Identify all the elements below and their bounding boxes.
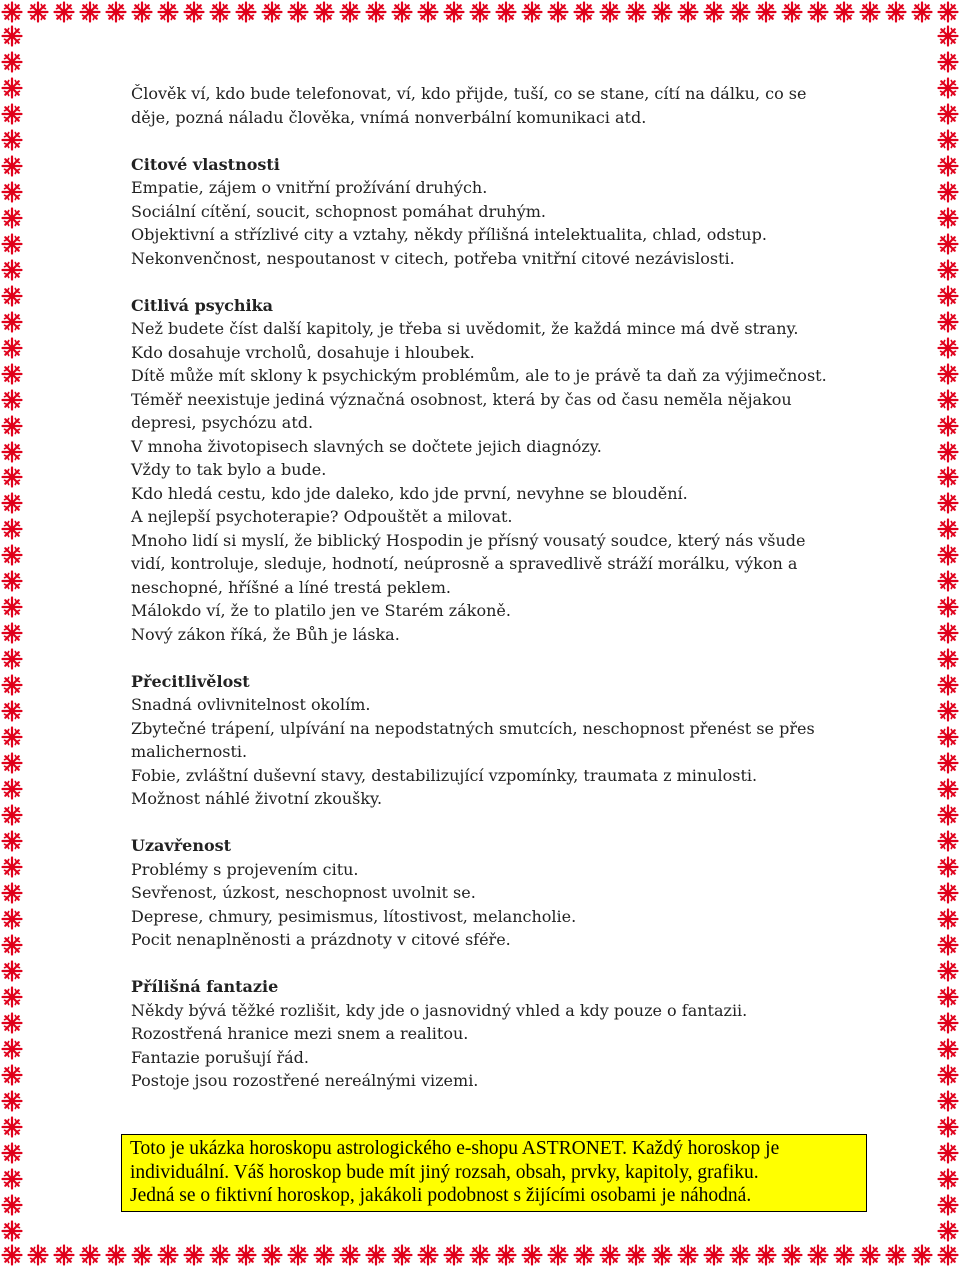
snowflake-star-icon	[0, 699, 24, 723]
section-line: V mnoha životopisech slavných se dočtete jejich diagnózy.	[131, 436, 602, 456]
snowflake-star-icon	[0, 24, 24, 48]
section-line: Problémy s projevením citu.	[131, 859, 359, 879]
snowflake-star-icon	[0, 206, 24, 230]
snowflake-star-icon	[0, 491, 24, 515]
snowflake-star-icon	[936, 284, 960, 308]
snowflake-star-icon	[936, 959, 960, 983]
snowflake-star-icon	[0, 1115, 24, 1139]
snowflake-star-icon	[390, 1243, 414, 1267]
snowflake-star-icon	[0, 1167, 24, 1191]
snowflake-star-icon	[676, 0, 700, 24]
snowflake-star-icon	[858, 0, 882, 24]
snowflake-star-icon	[0, 1193, 24, 1217]
snowflake-star-icon	[936, 76, 960, 100]
section-heading: Citové vlastnosti	[131, 154, 280, 174]
snowflake-star-icon	[936, 440, 960, 464]
snowflake-star-icon	[936, 1011, 960, 1035]
section-heading: Přílišná fantazie	[131, 977, 279, 996]
snowflake-star-icon	[364, 1243, 388, 1267]
snowflake-star-icon	[0, 76, 24, 100]
snowflake-star-icon	[936, 232, 960, 256]
section-line: Empatie, zájem o vnitřní prožívání druhých.	[131, 178, 488, 197]
snowflake-star-icon	[52, 1243, 76, 1267]
section-line: Možnost náhlé životní zkoušky.	[131, 789, 383, 808]
snowflake-star-icon	[858, 1243, 882, 1267]
section-line: Postoje jsou rozostřené nereálnými vizemi.	[131, 1071, 479, 1090]
snowflake-star-icon	[0, 829, 24, 853]
section-citliva-psychika	[131, 294, 891, 647]
snowflake-star-icon	[832, 1243, 856, 1267]
border-right	[936, 24, 960, 1243]
notice-line: individuální. Váš horoskop bude mít jiný rozsah, obsah, prvky, kapitoly, grafiku.	[130, 1161, 759, 1183]
snowflake-star-icon	[806, 0, 830, 24]
snowflake-star-icon	[0, 1243, 24, 1267]
snowflake-star-icon	[936, 1193, 960, 1217]
snowflake-star-icon	[0, 388, 24, 412]
snowflake-star-icon	[936, 1037, 960, 1061]
section-line: Téměř neexistuje jediná význačná osobnost, která by čas od času neměla nějakou	[131, 389, 792, 409]
snowflake-star-icon	[936, 621, 960, 645]
snowflake-star-icon	[936, 1063, 960, 1087]
snowflake-star-icon	[0, 907, 24, 931]
section-prilisna-fantazie	[131, 975, 891, 1093]
snowflake-star-icon	[26, 1243, 50, 1267]
snowflake-star-icon	[0, 595, 24, 619]
snowflake-star-icon	[0, 1063, 24, 1087]
snowflake-star-icon	[104, 0, 128, 24]
section-uzavrenost	[131, 834, 891, 952]
snowflake-star-icon	[78, 1243, 102, 1267]
border-top	[0, 0, 960, 24]
snowflake-star-icon	[936, 595, 960, 619]
snowflake-star-icon	[416, 0, 440, 24]
snowflake-star-icon	[0, 232, 24, 256]
snowflake-star-icon	[936, 699, 960, 723]
snowflake-star-icon	[286, 0, 310, 24]
section-line: Objektivní a střízlivé city a vztahy, někdy přílišná intelektualita, chlad, odstup.	[131, 225, 767, 244]
snowflake-star-icon	[936, 1115, 960, 1139]
snowflake-star-icon	[806, 1243, 830, 1267]
section-line: Deprese, chmury, pesimismus, lítostivost, melancholie.	[131, 906, 577, 926]
section-heading: Citlivá psychika	[131, 295, 273, 315]
snowflake-star-icon	[0, 414, 24, 438]
snowflake-star-icon	[468, 0, 492, 24]
snowflake-star-icon	[936, 673, 960, 697]
snowflake-star-icon	[598, 1243, 622, 1267]
section-line: Sevřenost, úzkost, neschopnost uvolnit se.	[131, 883, 476, 902]
snowflake-star-icon	[234, 1243, 258, 1267]
snowflake-star-icon	[936, 777, 960, 801]
snowflake-star-icon	[442, 1243, 466, 1267]
snowflake-star-icon	[936, 102, 960, 126]
section-line: Pocit nenaplněnosti a prázdnoty v citové sféře.	[131, 930, 511, 949]
snowflake-star-icon	[0, 855, 24, 879]
border-bottom	[0, 1243, 960, 1267]
snowflake-star-icon	[598, 0, 622, 24]
section-line: Málokdo ví, že to platilo jen ve Starém zákoně.	[131, 601, 511, 620]
snowflake-star-icon	[0, 517, 24, 541]
snowflake-star-icon	[26, 0, 50, 24]
snowflake-star-icon	[286, 1243, 310, 1267]
snowflake-star-icon	[832, 0, 856, 24]
snowflake-star-icon	[0, 959, 24, 983]
snowflake-star-icon	[260, 0, 284, 24]
snowflake-star-icon	[884, 1243, 908, 1267]
section-line: Fobie, zvláštní duševní stavy, destabilizující vzpomínky, traumata z minulosti.	[131, 765, 758, 785]
snowflake-star-icon	[312, 0, 336, 24]
snowflake-star-icon	[182, 1243, 206, 1267]
snowflake-star-icon	[0, 1219, 24, 1243]
section-line: malichernosti.	[131, 742, 248, 761]
snowflake-star-icon	[702, 1243, 726, 1267]
snowflake-star-icon	[0, 1141, 24, 1165]
section-line: Rozostřená hranice mezi snem a realitou.	[131, 1024, 469, 1043]
snowflake-star-icon	[0, 284, 24, 308]
snowflake-star-icon	[702, 0, 726, 24]
section-line: Sociální cítění, soucit, schopnost pomáhat druhým.	[131, 201, 546, 221]
section-line: Nekonvenčnost, nespoutanost v citech, potřeba vnitřní citové nezávislosti.	[131, 248, 735, 268]
snowflake-star-icon	[442, 0, 466, 24]
snowflake-star-icon	[884, 0, 908, 24]
snowflake-star-icon	[936, 258, 960, 282]
snowflake-star-icon	[0, 777, 24, 801]
section-line: Snadná ovlivnitelnost okolím.	[131, 695, 371, 714]
section-line: Nový zákon říká, že Bůh je láska.	[131, 624, 400, 644]
snowflake-star-icon	[936, 543, 960, 567]
snowflake-star-icon	[936, 310, 960, 334]
snowflake-star-icon	[936, 803, 960, 827]
snowflake-star-icon	[0, 1011, 24, 1035]
snowflake-star-icon	[936, 517, 960, 541]
section-line: depresi, psychózu atd.	[131, 413, 314, 432]
section-line: Zbytečné trápení, ulpívání na nepodstatných smutcích, neschopnost přenést se přes	[131, 718, 815, 738]
snowflake-star-icon	[494, 1243, 518, 1267]
snowflake-star-icon	[130, 1243, 154, 1267]
snowflake-star-icon	[936, 725, 960, 749]
snowflake-star-icon	[0, 102, 24, 126]
snowflake-star-icon	[546, 1243, 570, 1267]
snowflake-star-icon	[0, 569, 24, 593]
snowflake-star-icon	[0, 1089, 24, 1113]
snowflake-star-icon	[0, 673, 24, 697]
snowflake-star-icon	[936, 881, 960, 905]
snowflake-star-icon	[0, 258, 24, 282]
snowflake-star-icon	[936, 1243, 960, 1267]
snowflake-star-icon	[936, 855, 960, 879]
section-line: Někdy bývá těžké rozlišit, kdy jde o jasnovidný vhled a kdy pouze o fantazii.	[131, 1000, 748, 1020]
snowflake-star-icon	[0, 465, 24, 489]
snowflake-star-icon	[572, 1243, 596, 1267]
snowflake-star-icon	[936, 569, 960, 593]
snowflake-star-icon	[312, 1243, 336, 1267]
section-line: Než budete číst další kapitoly, je třeba si uvědomit, že každá mince má dvě strany.	[131, 319, 799, 338]
intro-line: děje, pozná náladu člověka, vnímá nonverbální komunikaci atd.	[131, 107, 647, 127]
snowflake-star-icon	[130, 0, 154, 24]
snowflake-star-icon	[936, 414, 960, 438]
snowflake-star-icon	[572, 0, 596, 24]
snowflake-star-icon	[0, 50, 24, 74]
snowflake-star-icon	[0, 180, 24, 204]
snowflake-star-icon	[728, 1243, 752, 1267]
snowflake-star-icon	[780, 1243, 804, 1267]
section-line: Dítě může mít sklony k psychickým problémům, ale to je právě ta daň za výjimečnost.	[131, 366, 827, 385]
snowflake-star-icon	[936, 336, 960, 360]
snowflake-star-icon	[0, 154, 24, 178]
section-line: Mnoho lidí si myslí, že biblický Hospodin je přísný vousatý soudce, který nás všude	[131, 530, 806, 550]
snowflake-star-icon	[0, 543, 24, 567]
section-line: neschopné, hříšné a líné trestá peklem.	[131, 577, 451, 597]
section-heading: Uzavřenost	[131, 836, 232, 855]
snowflake-star-icon	[0, 647, 24, 671]
snowflake-star-icon	[936, 180, 960, 204]
snowflake-star-icon	[364, 0, 388, 24]
snowflake-star-icon	[208, 1243, 232, 1267]
snowflake-star-icon	[936, 206, 960, 230]
snowflake-star-icon	[0, 0, 24, 24]
snowflake-star-icon	[0, 336, 24, 360]
section-line: vidí, kontroluje, sleduje, hodnotí, neúprosně a spravedlivě stráží morálku, výkon a	[131, 554, 798, 573]
snowflake-star-icon	[416, 1243, 440, 1267]
snowflake-star-icon	[754, 1243, 778, 1267]
snowflake-star-icon	[0, 310, 24, 334]
border-left	[0, 24, 24, 1243]
snowflake-star-icon	[156, 0, 180, 24]
snowflake-star-icon	[520, 0, 544, 24]
section-precitlivelost	[131, 670, 891, 811]
snowflake-star-icon	[936, 933, 960, 957]
snowflake-star-icon	[936, 1141, 960, 1165]
snowflake-star-icon	[0, 725, 24, 749]
section-line: Kdo hledá cestu, kdo jde daleko, kdo jde první, nevyhne se bloudění.	[131, 483, 688, 503]
snowflake-star-icon	[182, 0, 206, 24]
snowflake-star-icon	[0, 933, 24, 957]
snowflake-star-icon	[936, 0, 960, 24]
snowflake-star-icon	[936, 1219, 960, 1243]
snowflake-star-icon	[936, 1089, 960, 1113]
snowflake-star-icon	[0, 881, 24, 905]
document-body	[131, 82, 891, 1093]
snowflake-star-icon	[156, 1243, 180, 1267]
snowflake-star-icon	[520, 1243, 544, 1267]
snowflake-star-icon	[234, 0, 258, 24]
snowflake-star-icon	[468, 1243, 492, 1267]
snowflake-star-icon	[0, 362, 24, 386]
snowflake-star-icon	[624, 1243, 648, 1267]
snowflake-star-icon	[676, 1243, 700, 1267]
section-citove-vlastnosti	[131, 153, 891, 271]
snowflake-star-icon	[0, 751, 24, 775]
snowflake-star-icon	[936, 1167, 960, 1191]
snowflake-star-icon	[624, 0, 648, 24]
snowflake-star-icon	[0, 440, 24, 464]
snowflake-star-icon	[936, 907, 960, 931]
snowflake-star-icon	[910, 1243, 934, 1267]
snowflake-star-icon	[0, 621, 24, 645]
snowflake-star-icon	[52, 0, 76, 24]
section-heading: Přecitlivělost	[131, 671, 250, 691]
snowflake-star-icon	[910, 0, 934, 24]
snowflake-star-icon	[546, 0, 570, 24]
snowflake-star-icon	[936, 388, 960, 412]
snowflake-star-icon	[936, 24, 960, 48]
snowflake-star-icon	[754, 0, 778, 24]
snowflake-star-icon	[0, 1037, 24, 1061]
snowflake-star-icon	[0, 128, 24, 152]
snowflake-star-icon	[650, 1243, 674, 1267]
snowflake-star-icon	[936, 751, 960, 775]
snowflake-star-icon	[728, 0, 752, 24]
snowflake-star-icon	[936, 647, 960, 671]
snowflake-star-icon	[0, 985, 24, 1009]
section-line: Kdo dosahuje vrcholů, dosahuje i hloubek.	[131, 342, 475, 362]
snowflake-star-icon	[936, 128, 960, 152]
snowflake-star-icon	[936, 491, 960, 515]
snowflake-star-icon	[936, 50, 960, 74]
section-line: Fantazie porušují řád.	[131, 1047, 309, 1067]
section-line: A nejlepší psychoterapie? Odpouštět a milovat.	[131, 507, 513, 526]
snowflake-star-icon	[494, 0, 518, 24]
snowflake-star-icon	[936, 154, 960, 178]
snowflake-star-icon	[0, 803, 24, 827]
snowflake-star-icon	[936, 465, 960, 489]
snowflake-star-icon	[780, 0, 804, 24]
snowflake-star-icon	[390, 0, 414, 24]
snowflake-star-icon	[936, 362, 960, 386]
snowflake-star-icon	[650, 0, 674, 24]
section-line: Vždy to tak bylo a bude.	[131, 460, 327, 479]
snowflake-star-icon	[338, 1243, 362, 1267]
snowflake-star-icon	[104, 1243, 128, 1267]
notice-line: Jedná se o fiktivní horoskop, jakákoli podobnost s žijícími osobami je náhodná.	[130, 1185, 752, 1206]
sample-notice-box	[121, 1134, 867, 1212]
snowflake-star-icon	[936, 985, 960, 1009]
snowflake-star-icon	[78, 0, 102, 24]
snowflake-star-icon	[936, 829, 960, 853]
snowflake-star-icon	[208, 0, 232, 24]
notice-line: Toto je ukázka horoskopu astrologického e-shopu ASTRONET. Každý horoskop je	[130, 1138, 780, 1159]
intro-line: Člověk ví, kdo bude telefonovat, ví, kdo přijde, tuší, co se stane, cítí na dálku, co se	[131, 84, 807, 103]
snowflake-star-icon	[260, 1243, 284, 1267]
intro-paragraph	[131, 82, 891, 129]
snowflake-star-icon	[338, 0, 362, 24]
